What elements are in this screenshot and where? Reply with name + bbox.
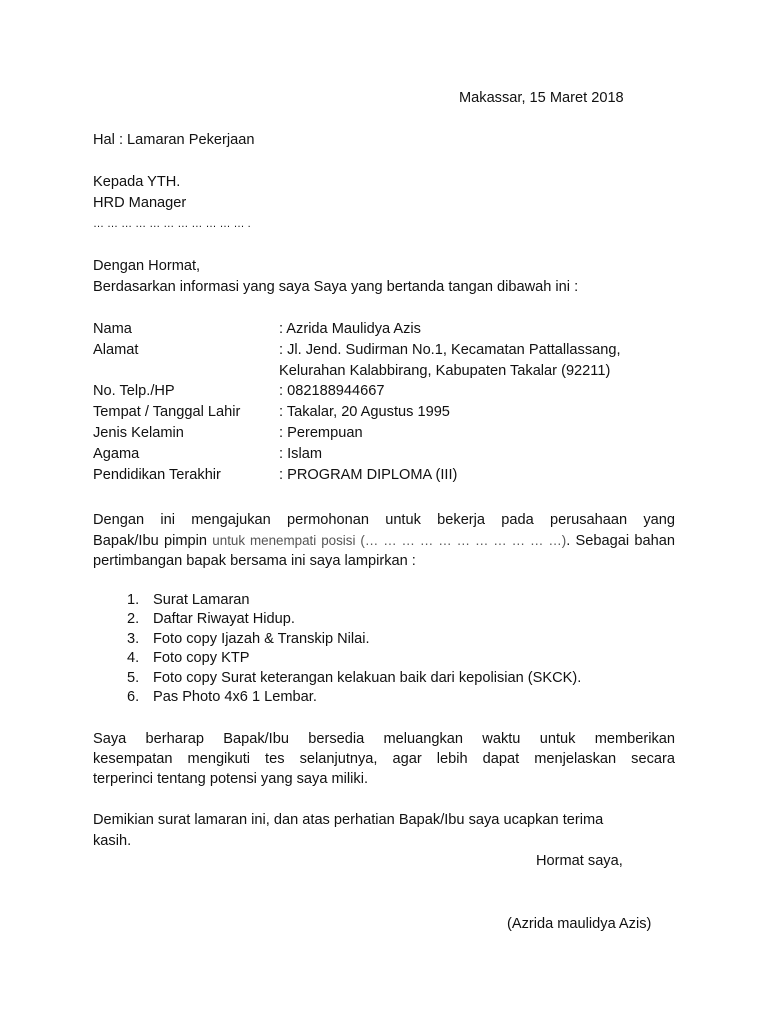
identity-value: Kelurahan Kalabbirang, Kabupaten Takalar (92211): [279, 362, 611, 379]
identity-label: Nama: [93, 321, 132, 337]
identity-row: [93, 361, 663, 382]
paragraph-line: pertimbangan bapak bersama ini saya lampirkan :: [93, 553, 416, 569]
identity-label: Agama: [93, 445, 140, 462]
attachment-item: [127, 610, 581, 629]
identity-value: : Takalar, 20 Agustus 1995: [279, 404, 450, 421]
attachment-text: Daftar Riwayat Hidup.: [153, 611, 295, 628]
identity-label: Tempat / Tanggal Lahir: [93, 404, 241, 421]
identity-row: [93, 319, 663, 340]
identity-row: [93, 465, 663, 486]
intro-text: Berdasarkan informasi yang saya Saya yang bertanda tangan dibawah ini :: [93, 278, 579, 295]
greeting: Dengan Hormat,: [93, 258, 201, 274]
attachment-item: [127, 669, 582, 688]
attachment-item: [127, 591, 581, 610]
signature-name: (Azrida maulidya Azis): [507, 916, 652, 932]
identity-row: [93, 423, 663, 444]
recipient-line: Kepada YTH.: [93, 174, 181, 190]
attachment-text: Foto copy Surat keterangan kelakuan baik dari kepolisian (SKCK).: [153, 669, 582, 686]
attachment-number: 4.: [127, 650, 140, 667]
attachment-item: [127, 688, 581, 707]
identity-value: : 082188944667: [279, 383, 385, 400]
text-fragment: Bapak/Ibu pimpin: [93, 532, 213, 549]
closing-paragraph: [93, 810, 675, 851]
attachment-text: Foto copy Ijazah & Transkip Nilai.: [153, 630, 370, 647]
paragraph-line: Saya berharap Bapak/Ibu bersedia meluangkan waktu untuk memberikan: [93, 731, 675, 747]
regards: Hormat saya,: [536, 853, 623, 869]
attachment-number: 5.: [127, 669, 140, 686]
attachment-item: [127, 649, 581, 668]
identity-row: [93, 340, 663, 361]
paragraph-line: kasih.: [93, 832, 132, 849]
opening-block: [93, 256, 578, 298]
attachment-number: 2.: [127, 611, 140, 628]
attachment-number: 1.: [127, 592, 140, 608]
paragraph-line: Dengan ini mengajukan permohonan untuk bekerja pada perusahaan yang: [93, 512, 675, 528]
identity-value: : PROGRAM DIPLOMA (III): [279, 466, 458, 483]
paragraph-line: [93, 531, 675, 552]
paragraph-line: kesempatan mengikuti tes selanjutnya, agar lebih dapat menjelaskan secara: [93, 751, 675, 767]
identity-value: : Islam: [279, 445, 322, 462]
attachment-item: [127, 630, 581, 649]
identity-value: : Jl. Jend. Sudirman No.1, Kecamatan Pattallassang,: [279, 341, 621, 358]
identity-row: [93, 381, 663, 402]
identity-row: [93, 402, 663, 423]
identity-value: : Perempuan: [279, 424, 363, 441]
identity-table: [93, 319, 663, 485]
hope-paragraph: [93, 729, 675, 789]
attachment-number: 6.: [127, 688, 140, 705]
recipient-block: [93, 172, 251, 234]
paragraph-line: Demikian surat lamaran ini, dan atas perhatian Bapak/Ibu saya ucapkan terima: [93, 812, 604, 828]
identity-row: [93, 444, 663, 465]
position-placeholder: untuk menempati posisi (… … … … … … … … … … …): [212, 532, 567, 548]
attachment-number: 3.: [127, 630, 140, 647]
attachment-text: Pas Photo 4x6 1 Lembar.: [153, 688, 317, 705]
identity-label: No. Telp./HP: [93, 383, 175, 400]
attachment-text: Foto copy KTP: [153, 650, 250, 667]
text-fragment: . Sebagai bahan: [566, 532, 675, 549]
identity-label: Alamat: [93, 341, 139, 358]
application-paragraph: [93, 510, 675, 572]
paragraph-line: terperinci tentang potensi yang saya miliki.: [93, 771, 368, 787]
identity-label: Jenis Kelamin: [93, 424, 184, 441]
recipient-placeholder: … … … … … … … … … … … .: [93, 217, 251, 230]
recipient-line: HRD Manager: [93, 194, 187, 211]
attachment-list: [107, 591, 581, 707]
attachment-text: Surat Lamaran: [153, 592, 250, 608]
identity-label: Pendidikan Terakhir: [93, 466, 221, 483]
subject-line: Hal : Lamaran Pekerjaan: [93, 132, 255, 148]
identity-value: : Azrida Maulidya Azis: [279, 321, 421, 337]
place-date: Makassar, 15 Maret 2018: [459, 90, 624, 106]
